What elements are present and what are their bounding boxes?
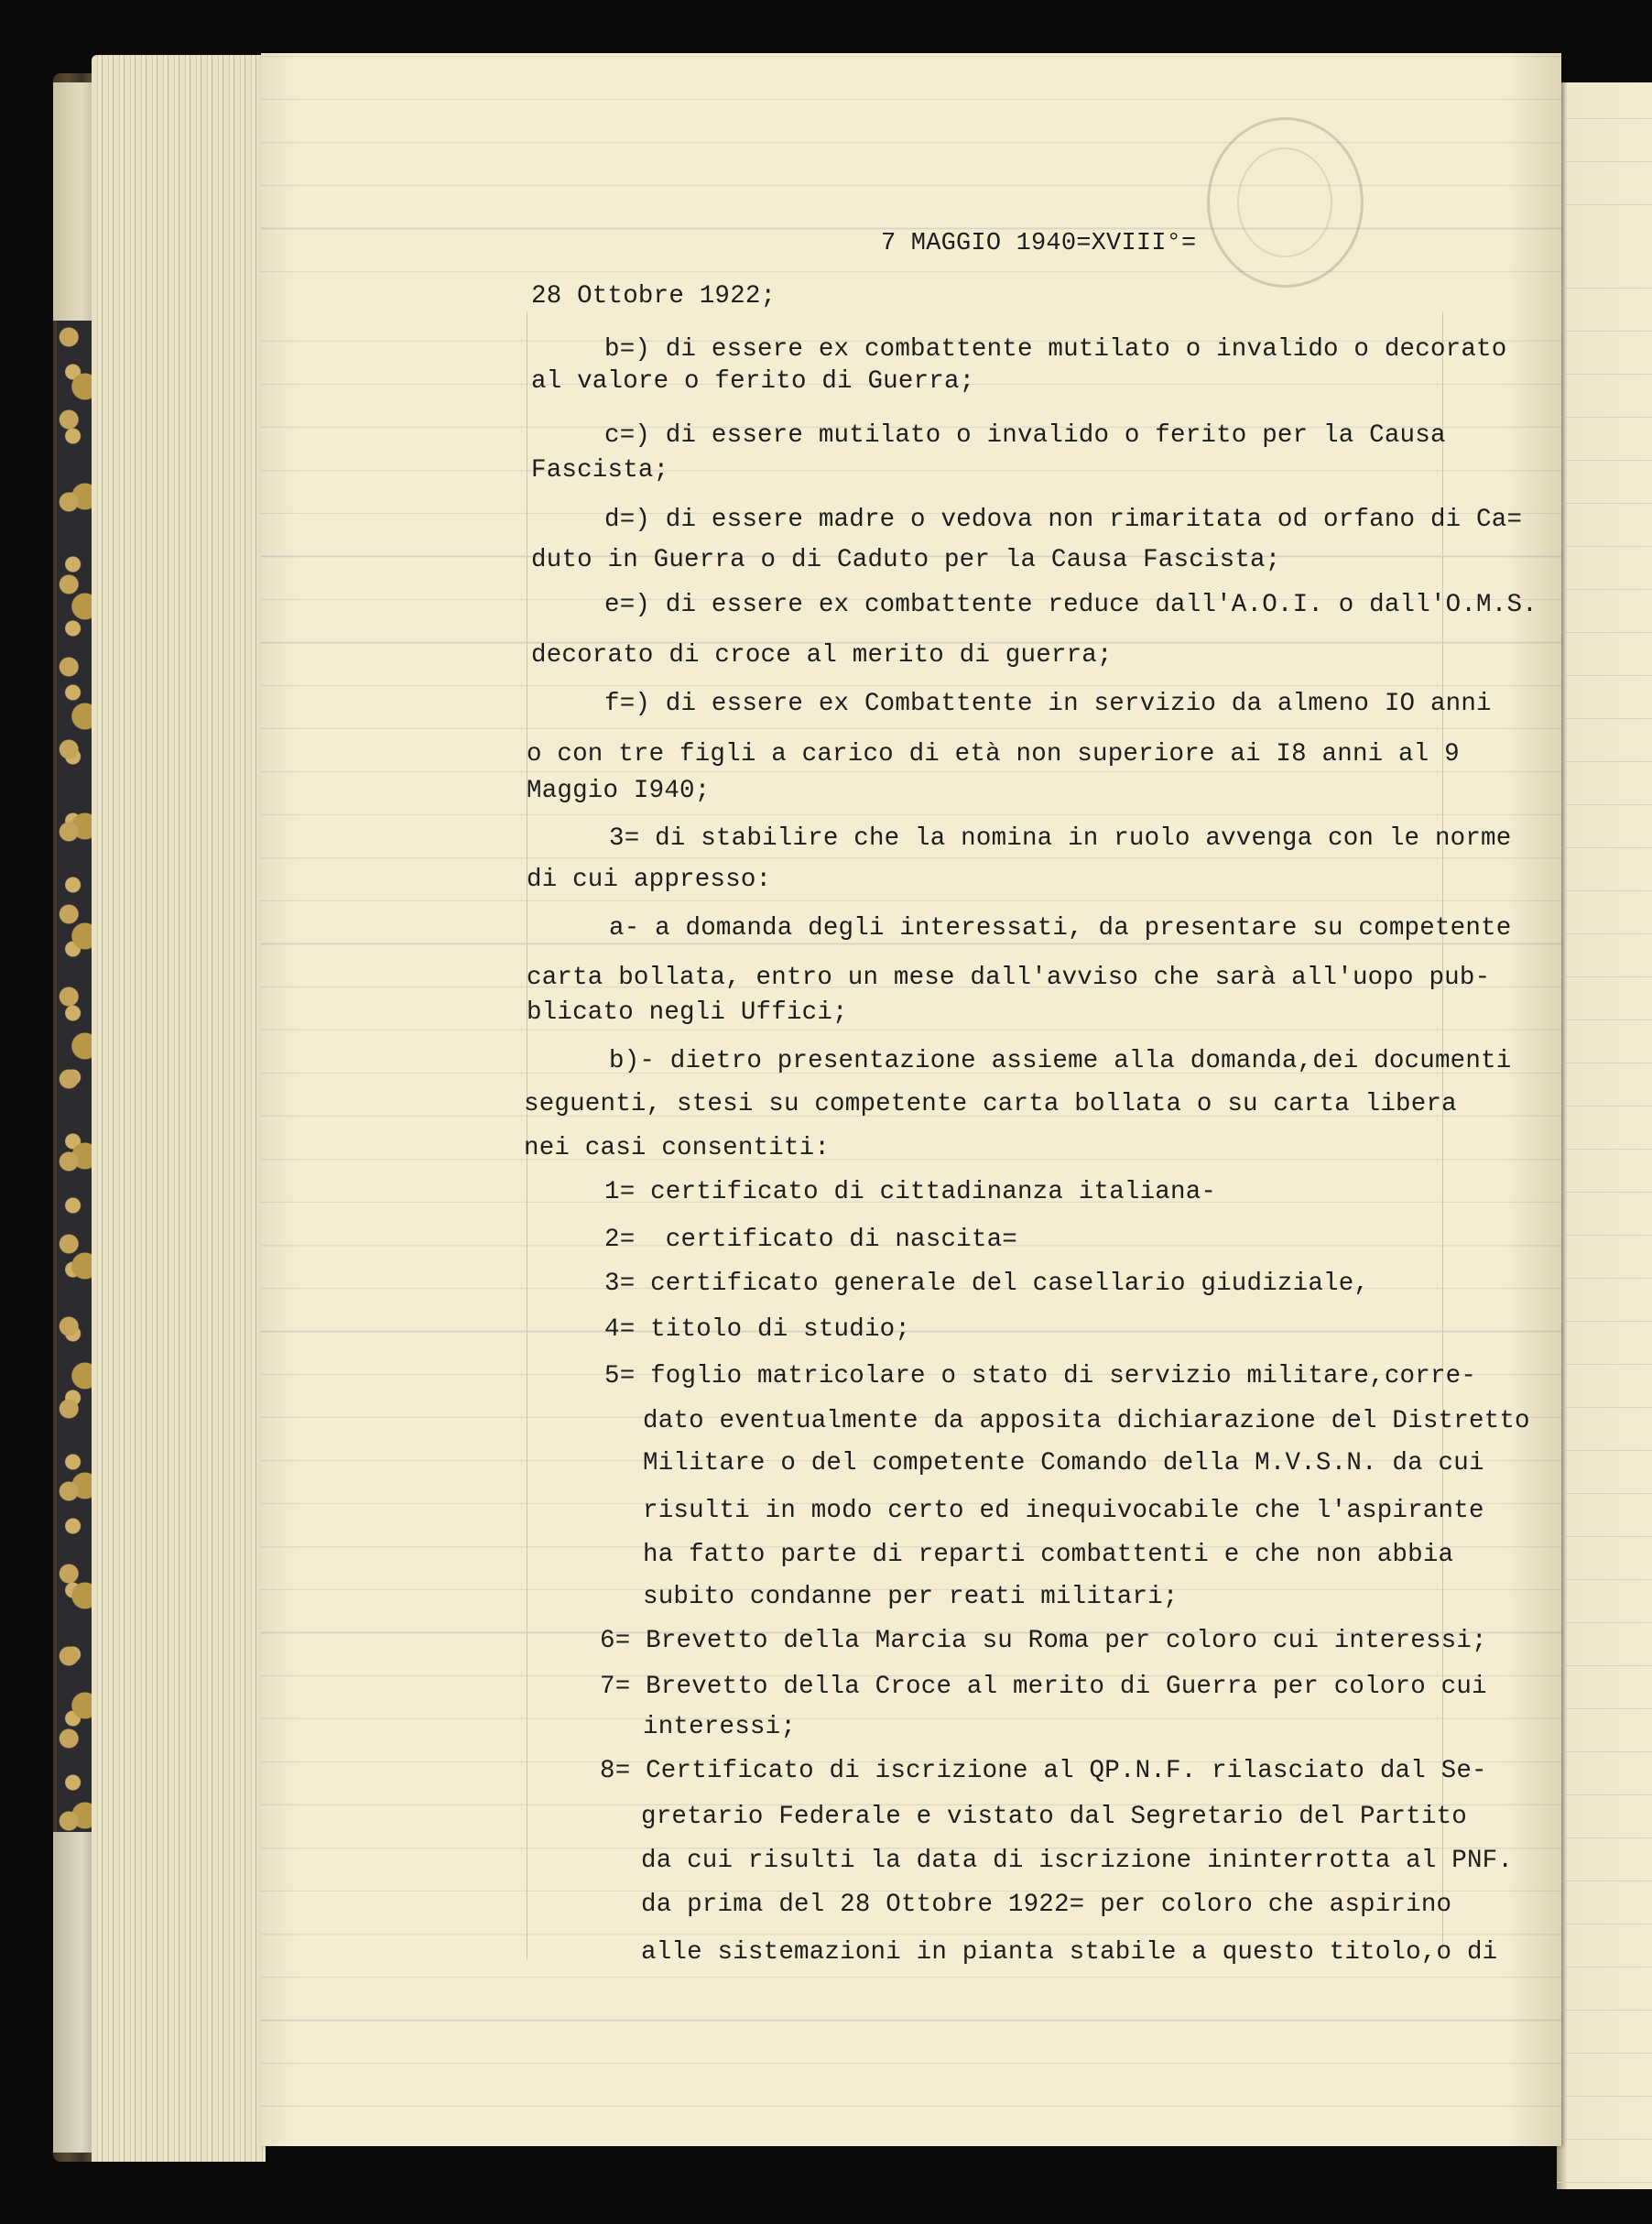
text-line: e=) di essere ex combattente reduce dall'A.O.I. o dall'O.M.S. — [604, 591, 1538, 619]
text-line: alle sistemazioni in pianta stabile a questo titolo,o di — [641, 1938, 1498, 1967]
page-header-date: 7 MAGGIO 1940=XVIII°= — [881, 230, 1197, 257]
text-line: seguenti, stesi su competente carta bollata o su carta libera — [524, 1090, 1457, 1118]
text-line: 3= di stabilire che la nomina in ruolo avvenga con le norme — [609, 824, 1512, 853]
text-line: 5= foglio matricolare o stato di servizio militare,corre- — [604, 1362, 1477, 1390]
text-line: duto in Guerra o di Caduto per la Causa Fascista; — [531, 546, 1281, 574]
text-line: nei casi consentiti: — [524, 1134, 831, 1162]
text-line: b)- dietro presentazione assieme alla domanda,dei documenti — [609, 1047, 1512, 1075]
text-line: a- a domanda degli interessati, da presentare su competente — [609, 914, 1512, 943]
text-line: carta bollata, entro un mese dall'avviso che sarà all'uopo pub- — [527, 964, 1491, 992]
text-line: 1= certificato di cittadinanza italiana- — [604, 1178, 1217, 1206]
text-line: 8= Certificato di iscrizione al QP.N.F. rilasciato dal Se- — [600, 1757, 1487, 1785]
text-line: blicato negli Uffici; — [527, 998, 848, 1027]
text-line: Militare o del competente Comando della M.V.S.N. da cui — [643, 1449, 1484, 1477]
text-line: decorato di croce al merito di guerra; — [531, 641, 1113, 670]
text-line: b=) di essere ex combattente mutilato o invalido o decorato — [604, 335, 1507, 364]
text-line: risulti in modo certo ed inequivocabile che l'aspirante — [643, 1497, 1484, 1525]
text-line: dato eventualmente da apposita dichiarazione del Distretto — [643, 1407, 1530, 1435]
text-line: 4= titolo di studio; — [604, 1315, 911, 1344]
text-line: 3= certificato generale del casellario giudiziale, — [604, 1270, 1370, 1298]
text-line: da cui risulti la data di iscrizione ininterrotta al PNF. — [641, 1847, 1514, 1875]
text-line: subito condanne per reati militari; — [643, 1583, 1179, 1611]
text-line: 2= certificato di nascita= — [604, 1226, 1017, 1254]
text-line: 7= Brevetto della Croce al merito di Guerra per coloro cui — [600, 1673, 1487, 1701]
text-line: f=) di essere ex Combattente in servizio da almeno IO anni — [604, 690, 1492, 718]
text-line: di cui appresso: — [527, 866, 772, 894]
text-line: 6= Brevetto della Marcia su Roma per coloro cui interessi; — [600, 1627, 1487, 1655]
text-line: c=) di essere mutilato o invalido o ferito per la Causa — [604, 421, 1446, 450]
text-line: da prima del 28 Ottobre 1922= per coloro che aspirino — [641, 1891, 1452, 1919]
text-line: interessi; — [643, 1713, 797, 1741]
text-line: d=) di essere madre o vedova non rimaritata od orfano di Ca= — [604, 506, 1523, 534]
text-line: Fascista; — [531, 456, 669, 485]
text-line: 28 Ottobre 1922; — [531, 282, 777, 311]
text-line: o con tre figli a carico di età non superiore ai I8 anni al 9 — [527, 740, 1460, 769]
text-line: Maggio I940; — [527, 777, 711, 805]
text-line: ha fatto parte di reparti combattenti e che non abbia — [643, 1541, 1454, 1569]
text-line: al valore o ferito di Guerra; — [531, 367, 975, 396]
text-line: gretario Federale e vistato dal Segretario del Partito — [641, 1803, 1467, 1831]
